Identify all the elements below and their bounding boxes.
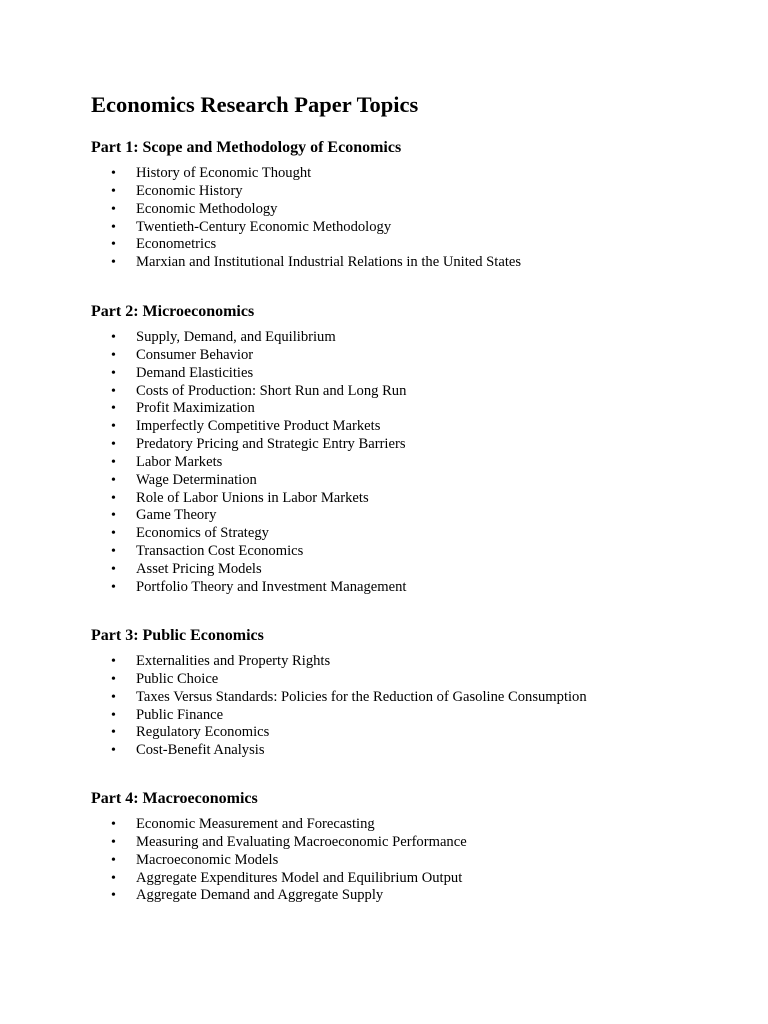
bullet-icon: • [111, 689, 116, 705]
topic-label: Cost-Benefit Analysis [136, 742, 265, 759]
topic-label: Economics of Strategy [136, 525, 269, 542]
bullet-icon: • [111, 183, 116, 199]
topic-label: Consumer Behavior [136, 346, 254, 363]
topic-label: Macroeconomic Models [136, 851, 279, 868]
bullet-icon: • [111, 508, 116, 524]
section-microeconomics [91, 302, 751, 595]
topic-label: Taxes Versus Standards: Policies for the Reduction of Gasoline Consumption [136, 688, 587, 705]
bullet-icon: • [111, 419, 116, 435]
topic-label: Transaction Cost Economics [136, 543, 304, 560]
bullet-icon: • [111, 852, 116, 868]
topic-label: Profit Maximization [136, 400, 255, 417]
bullet-icon: • [111, 347, 116, 363]
section-heading: Part 1: Scope and Methodology of Economics [91, 139, 402, 156]
topic-label: Predatory Pricing and Strategic Entry Barriers [136, 436, 406, 453]
topic-label: Externalities and Property Rights [136, 653, 331, 669]
bullet-icon: • [111, 237, 116, 253]
topic-label: Game Theory [136, 507, 217, 524]
topic-label: Portfolio Theory and Investment Management [136, 578, 407, 595]
section-heading: Part 3: Public Economics [91, 627, 264, 644]
topic-label: Marxian and Institutional Industrial Relations in the United States [136, 254, 522, 271]
topic-label: Regulatory Economics [136, 724, 270, 741]
bullet-icon: • [111, 834, 116, 850]
topic-label: Public Finance [136, 706, 224, 723]
bullet-icon: • [111, 888, 116, 904]
bullet-icon: • [111, 330, 116, 345]
topic-label: Demand Elasticities [136, 364, 254, 381]
bullet-icon: • [111, 707, 116, 723]
bullet-icon: • [111, 255, 116, 271]
topic-label: Economic Measurement and Forecasting [136, 816, 375, 832]
bullet-icon: • [111, 654, 116, 669]
bullet-icon: • [111, 561, 116, 577]
topic-label: Wage Determination [136, 471, 257, 488]
bullet-icon: • [111, 544, 116, 560]
topic-label: History of Economic Thought [136, 165, 312, 181]
section-heading: Part 2: Microeconomics [91, 303, 255, 320]
bullet-icon: • [111, 454, 116, 470]
document-title: Economics Research Paper Topics [91, 92, 419, 117]
bullet-icon: • [111, 579, 116, 595]
section-scope-methodology [91, 138, 751, 271]
bullet-icon: • [111, 490, 116, 506]
bullet-icon: • [111, 817, 116, 832]
section-macroeconomics [91, 789, 751, 904]
topic-label: Public Choice [136, 670, 219, 687]
bullet-icon: • [111, 743, 116, 759]
topic-label: Role of Labor Unions in Labor Markets [136, 489, 369, 506]
topic-label: Economic Methodology [136, 200, 278, 217]
bullet-icon: • [111, 166, 116, 181]
bullet-icon: • [111, 401, 116, 417]
topic-label: Twentieth-Century Economic Methodology [136, 218, 392, 235]
topic-label: Asset Pricing Models [136, 560, 262, 577]
bullet-icon: • [111, 219, 116, 235]
topic-label: Economic History [136, 182, 243, 199]
bullet-icon: • [111, 725, 116, 741]
topic-label: Labor Markets [136, 453, 223, 470]
bullet-icon: • [111, 383, 116, 399]
bullet-icon: • [111, 365, 116, 381]
topic-label: Aggregate Expenditures Model and Equilibrium Output [136, 869, 463, 886]
bullet-icon: • [111, 437, 116, 453]
bullet-icon: • [111, 870, 116, 886]
section-public-economics [91, 626, 751, 759]
section-heading: Part 4: Macroeconomics [91, 790, 258, 807]
topic-label: Costs of Production: Short Run and Long Run [136, 382, 407, 399]
topic-label: Measuring and Evaluating Macroeconomic Performance [136, 833, 467, 850]
topic-label: Supply, Demand, and Equilibrium [136, 329, 336, 345]
topic-label: Imperfectly Competitive Product Markets [136, 418, 381, 435]
bullet-icon: • [111, 472, 116, 488]
bullet-icon: • [111, 526, 116, 542]
bullet-icon: • [111, 201, 116, 217]
topic-label: Aggregate Demand and Aggregate Supply [136, 887, 384, 904]
topic-label: Econometrics [136, 236, 217, 253]
bullet-icon: • [111, 671, 116, 687]
